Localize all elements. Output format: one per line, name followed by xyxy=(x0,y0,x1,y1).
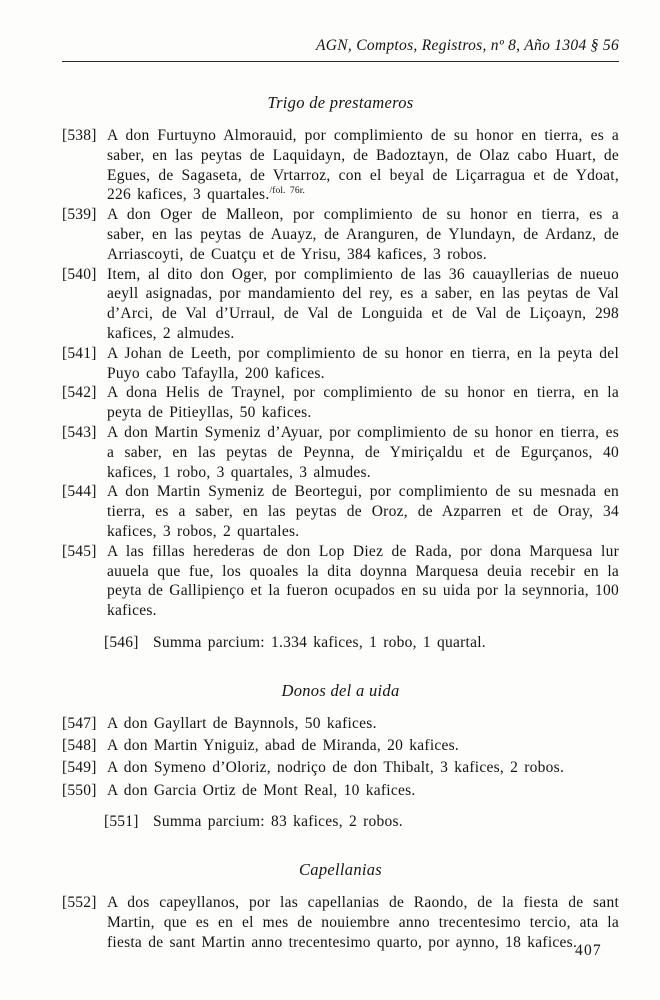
entry-number: [546] xyxy=(104,633,139,651)
entry-540 xyxy=(62,265,619,344)
entry-541 xyxy=(62,344,619,384)
entry-545 xyxy=(62,542,619,621)
running-header: AGN, Comptos, Registros, nº 8, Año 1304 § 56 xyxy=(315,37,619,54)
header-rule xyxy=(62,61,619,62)
entry-number: [550] xyxy=(62,781,97,799)
section-donos-del-a-uida xyxy=(62,681,619,832)
entry-number: [540] xyxy=(62,265,97,283)
entry-542 xyxy=(62,383,619,423)
section-heading: Trigo de prestameros xyxy=(267,93,414,112)
entry-text: A don Oger de Malleon, por complimiento de su honor en tierra, es a saber, en las peytas de Auayz, de Aranguren, de Ylundayn, de Ardanz, de Arriascoyti, de Cuatçu et de Yrisu, 384 kafices, 3 robos. xyxy=(107,206,619,263)
entry-text: A dos capeyllanos, por las capellanias de Raondo, de la fiesta de sant Martin, que es en el mes de nouiembre anno trecentesimo tercio, ata la fiesta de sant Martin anno trecentesimo quarto, por aynno, 18 kafices. xyxy=(107,894,619,951)
entry-text: A don Martin Yniguiz, abad de Miranda, 20 kafices. xyxy=(107,737,460,755)
entry-538 xyxy=(62,126,619,205)
entry-number: [539] xyxy=(62,206,97,224)
entry-number: [548] xyxy=(62,737,97,755)
entry-text: Summa parcium: 83 kafices, 2 robos. xyxy=(153,813,403,831)
section-trigo-de-prestameros xyxy=(62,93,619,653)
entry-text: A Johan de Leeth, por complimiento de su honor en tierra, en la peyta del Puyo cabo Tafaylla, 200 kafices. xyxy=(107,344,619,382)
entry-539 xyxy=(62,205,619,264)
entry-number: [545] xyxy=(62,542,97,560)
section-capellanias xyxy=(62,860,619,952)
section-heading: Capellanias xyxy=(298,860,383,880)
entry-text: A don Furtuyno Almorauid, por complimiento de su honor en tierra, es a saber, en las peytas de Laquidayn, de Badoztayn, de Olaz cabo Huart, de Egues, de Sagaseta, de Vrtarroz, con el beyal de Liçarragua et de Ydoat, 226 kafices, 3 quartales. xyxy=(107,127,619,204)
entry-number: [549] xyxy=(62,759,97,777)
folio-note: /fol. 76r. xyxy=(269,186,305,197)
entry-text: A don Gayllart de Baynnols, 50 kafices. xyxy=(107,714,377,732)
entry-text: A las fillas herederas de don Lop Diez de Rada, por dona Marquesa lur auuela que fue, los quoales la dita doynna Marquesa deuia recebir en la peyta de Gallipienço et la fueron ocupados en su uida por la seynnoria, 100 kafices. xyxy=(107,542,619,620)
entry-548 xyxy=(62,736,619,756)
entry-number: [544] xyxy=(62,483,97,501)
entry-text: Item, al dito don Oger, por complimiento de las 36 cauayllerias de nueuo aeyll asignadas, por mandamiento del rey, es a saber, en las peytas de Val d’Arci, de Val d’Urraul, de Val de Longuida et de Val de Liçoayn, 298 kafices, 2 almudes. xyxy=(107,265,619,342)
entry-551-summa xyxy=(62,812,619,832)
entry-text: A don Martin Symeniz d’Ayuar, por complimiento de su honor en tierra, es a saber, en las peytas de Peynna, de Ymiriçaldu et de Egurçanos, 40 kafices, 1 robo, 3 quartales, 3 almudes. xyxy=(107,423,619,481)
page-number: 407 xyxy=(575,942,602,959)
entry-549 xyxy=(62,758,619,778)
entry-543 xyxy=(62,423,619,482)
entry-547 xyxy=(62,714,619,734)
entry-544 xyxy=(62,482,619,541)
entry-546-summa xyxy=(62,633,619,653)
entry-number: [552] xyxy=(62,894,97,912)
entry-550 xyxy=(62,781,619,801)
entry-number: [543] xyxy=(62,423,97,441)
page-header xyxy=(62,0,619,62)
entry-number: [542] xyxy=(62,384,97,402)
entry-552 xyxy=(62,893,619,952)
entry-text: A don Martin Symeniz de Beortegui, por complimiento de su mesnada en tierra, es a saber, en las peytas de Oroz, de Azparren et de Oray, 34 kafices, 3 robos, 2 quartales. xyxy=(107,483,619,540)
entry-number: [541] xyxy=(62,344,97,362)
section-heading: Donos del a uida xyxy=(281,680,400,700)
text-block xyxy=(62,0,619,953)
entry-text: Summa parcium: 1.334 kafices, 1 robo, 1 quartal. xyxy=(153,633,486,651)
entry-number: [547] xyxy=(62,714,97,732)
entry-text: A don Garcia Ortiz de Mont Real, 10 kafices. xyxy=(107,781,416,799)
entry-number: [551] xyxy=(104,813,139,831)
entry-text: A dona Helis de Traynel, por complimiento de su honor en tierra, en la peyta de Pitieyllas, 50 kafices. xyxy=(107,384,619,422)
entry-number: [538] xyxy=(62,127,97,144)
entry-text: A don Symeno d’Oloriz, nodriço de don Thibalt, 3 kafices, 2 robos. xyxy=(107,759,565,777)
